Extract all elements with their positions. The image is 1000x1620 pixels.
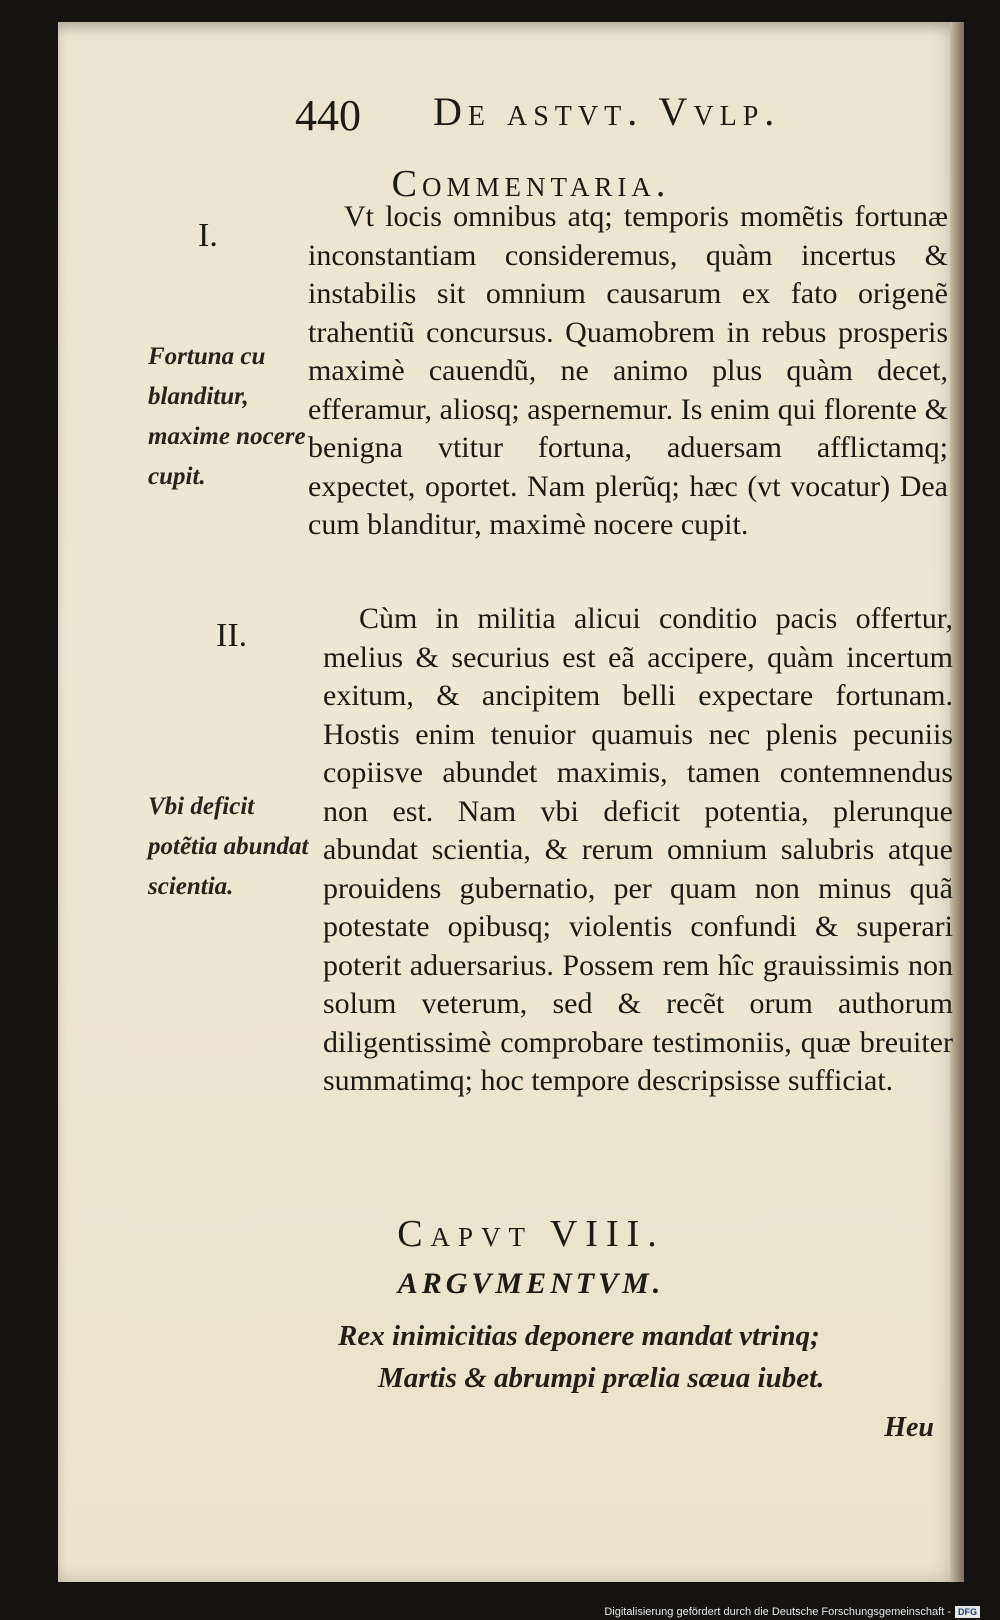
chapter-heading: Capvt VIII. <box>397 1213 665 1255</box>
margin-note-1: Fortuna cu blanditur, maxime nocere cupit. <box>148 343 306 490</box>
credit-text: Digitalisierung gefördert durch die Deutsche Forschungsgemeinschaft - <box>604 1606 951 1618</box>
page-number: 440 <box>295 91 361 140</box>
verse-line-1: Rex inimicitias deponere mandat vtrinq; <box>338 1320 820 1352</box>
section-number-2: II. <box>216 617 248 654</box>
book-page <box>58 22 964 1582</box>
verse-line-2: Martis & abrumpi prælia sæua iubet. <box>378 1362 825 1394</box>
paragraph-text: Cùm in militia alicui conditio pacis offertur, melius & securius est eã accipere, quàm incertum exitum, & ancipitem belli expectare fortunam. Hostis enim tenuior quamuis nec plenis pecuniis copiisve abundet maximis, tamen contemnendus non est. Nam vbi deficit potentia, plerunque abundat scientia, & rerum omnium salubris atque prouidens gubernatio, per quam non minus quã potestate opibusq; violentis confundi & superari poterit aduersarius. Possem rem hîc grauissimis non solum veterum, sed & recẽt orum authorum diligentissimè comprobare testimoniis, quæ breuiter summatimq; hoc tempore descripsisse sufficiat. <box>323 602 953 1097</box>
margin-note-2: Vbi deficit potẽtia abundat scientia. <box>148 793 309 900</box>
digitization-credit <box>604 1606 980 1618</box>
section-heading: Commentaria. <box>391 163 671 205</box>
commentary-paragraph-2 <box>323 600 953 1101</box>
dfg-logo-icon: DFG <box>955 1606 980 1618</box>
section-number-1: I. <box>198 217 218 254</box>
running-head <box>58 80 964 140</box>
paragraph-text: Vt locis omnibus atq; temporis momẽtis fortunæ inconstantiam consideremus, quàm incertus & instabilis sit omnium causarum ex fato origenẽ trahentiũ concursus. Quamobrem in rebus prosperis maximè cauendũ, ne animo plus quàm decet, efferamur, aliosq; aspernemur. Is enim qui florente & benigna vtitur fortuna, aduersam afflictamq; expectet, oportet. Nam plerũq; hæc (vt vocatur) Dea cum blanditur, maximè nocere cupit. <box>308 200 948 541</box>
commentary-paragraph-1 <box>308 198 948 545</box>
argumentum-heading: ARGVMENTVM. <box>397 1267 665 1300</box>
running-title: De astvt. Vvlp. <box>433 89 781 134</box>
catchword: Heu <box>884 1412 934 1443</box>
